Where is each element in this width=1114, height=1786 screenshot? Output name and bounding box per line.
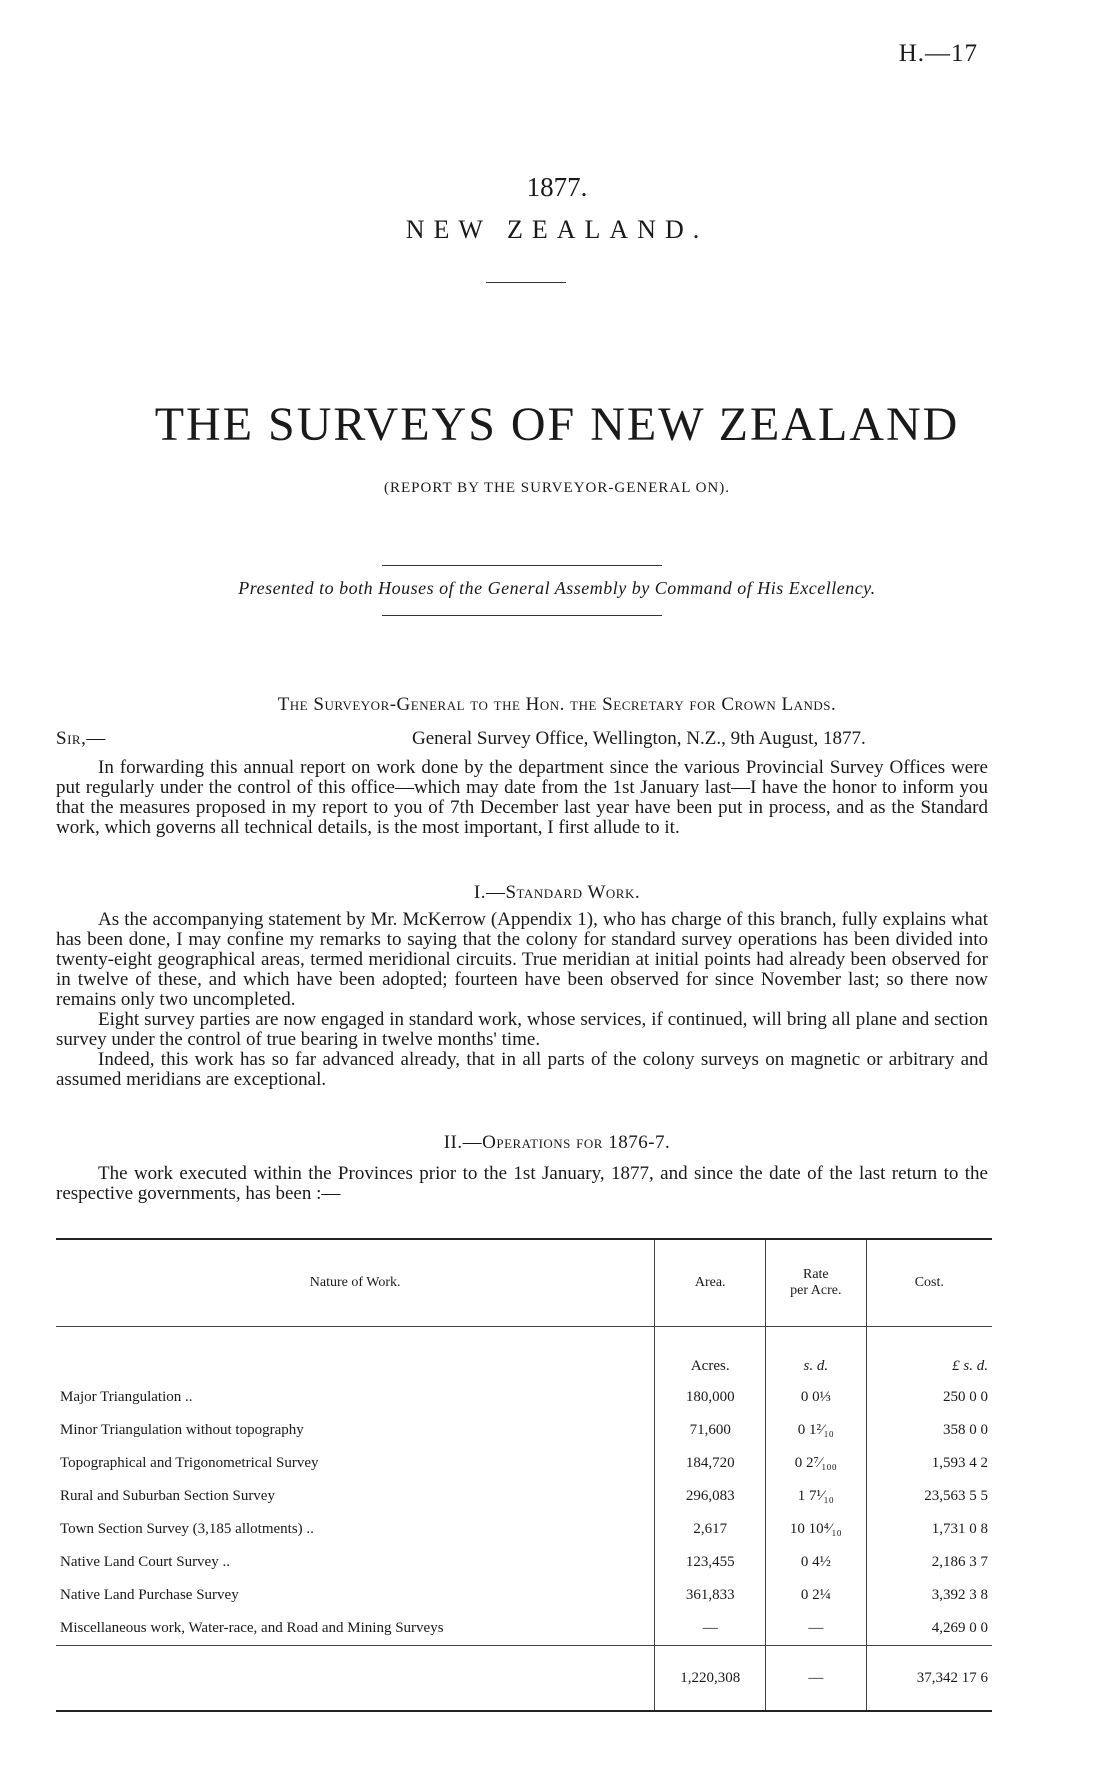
row-rate: 1 7¹⁄₁₀ <box>766 1480 867 1513</box>
divider <box>486 282 566 283</box>
country-heading: NEW ZEALAND. <box>405 215 709 244</box>
intro-text: In forwarding this annual report on work done by the department since the various Provincial Survey Offices were put regularly under the control of this office—which may date from the 1st January last—I have the honor to inform you that the measures proposed in my report to you of 7th December last year have been put in process, and as the Standard work, which governs all technical details, is the most important, I first allude to it. <box>56 757 988 838</box>
row-cost: 1,593 4 2 <box>866 1447 992 1480</box>
operations-intro: The work executed within the Provinces prior to the 1st January, 1877, and since the date of the last return to the respective governments, has been :— <box>56 1163 988 1204</box>
row-nature: Major Triangulation .. <box>60 1389 193 1405</box>
row-area: — <box>655 1612 766 1646</box>
section-heading-operations: II.—Operations for 1876-7. <box>443 1132 671 1153</box>
row-cost: 4,269 0 0 <box>866 1612 992 1646</box>
row-area: 123,455 <box>655 1546 766 1579</box>
row-cost: 1,731 0 8 <box>866 1513 992 1546</box>
header-cost: Cost. <box>866 1239 992 1327</box>
table-row <box>56 1546 992 1579</box>
table-units-row <box>56 1327 992 1382</box>
presented-line: Presented to both Houses of the General Assembly by Command of His Excellency. <box>238 578 876 598</box>
row-rate: 0 1²⁄₁₀ <box>766 1414 867 1447</box>
table-row <box>56 1579 992 1612</box>
table-row <box>56 1447 992 1480</box>
paragraph: As the accompanying statement by Mr. McKerrow (Appendix 1), who has charge of this branch, fully explains what has been done, I may confine my remarks to saying that the colony for standard survey operations has been divided into twenty-eight geographical areas, termed meridional circuits. True meridian at initial points had already been observed for in twelve of these, and which have been adopted; fourteen have been observed for since November last; so there now remains only two uncompleted. <box>56 909 988 1010</box>
document-title: THE SURVEYS OF NEW ZEALAND <box>154 398 960 451</box>
row-nature: Native Land Court Survey .. <box>60 1554 230 1570</box>
dateline: General Survey Office, Wellington, N.Z., 9th August, 1877. <box>412 728 866 749</box>
row-area: 71,600 <box>655 1414 766 1447</box>
row-cost: 2,186 3 7 <box>866 1546 992 1579</box>
units-rate: s. d. <box>766 1327 867 1382</box>
divider <box>382 615 662 616</box>
units-cost: £ s. d. <box>866 1327 992 1382</box>
total-rate: — <box>766 1646 867 1712</box>
row-rate: 0 4½ <box>766 1546 867 1579</box>
section-standard-work-body <box>56 910 988 1090</box>
intro-paragraph <box>56 758 988 838</box>
row-rate: 0 0⅓ <box>766 1381 867 1414</box>
section-heading-standard-work: I.—Standard Work. <box>473 882 641 903</box>
row-rate: 10 10⁴⁄₁₀ <box>766 1513 867 1546</box>
paragraph: Eight survey parties are now engaged in standard work, whose services, if continued, will bring all plane and section survey under the control of true bearing in twelve months' time. <box>56 1009 988 1050</box>
page-reference: H.—17 <box>898 40 978 67</box>
row-nature: Minor Triangulation without topography <box>60 1422 304 1438</box>
row-cost: 23,563 5 5 <box>866 1480 992 1513</box>
units-nature <box>56 1327 655 1382</box>
divider <box>382 565 662 566</box>
total-cost: 37,342 17 6 <box>866 1646 992 1712</box>
table-row <box>56 1480 992 1513</box>
works-table <box>56 1238 992 1712</box>
row-nature: Rural and Suburban Section Survey <box>60 1488 275 1504</box>
header-rate <box>766 1239 867 1327</box>
paragraph: Indeed, this work has so far advanced already, that in all parts of the colony surveys on magnetic or arbitrary and assumed meridians are exceptional. <box>56 1049 988 1090</box>
document-subtitle: (REPORT BY THE SURVEYOR-GENERAL ON). <box>384 480 730 496</box>
table-total-row <box>56 1646 992 1712</box>
row-area: 296,083 <box>655 1480 766 1513</box>
row-nature: Native Land Purchase Survey <box>60 1587 239 1603</box>
total-area: 1,220,308 <box>655 1646 766 1712</box>
report-year: 1877. <box>526 172 588 202</box>
total-label <box>56 1646 655 1712</box>
section-operations-body <box>56 1164 988 1204</box>
header-area: Area. <box>655 1239 766 1327</box>
table-row <box>56 1513 992 1546</box>
row-rate: 0 2¼ <box>766 1579 867 1612</box>
row-area: 361,833 <box>655 1579 766 1612</box>
table-row <box>56 1612 992 1646</box>
header-rate-line1: Rate <box>802 1267 829 1282</box>
row-rate: — <box>766 1612 867 1646</box>
row-nature: Town Section Survey (3,185 allotments) .. <box>60 1521 314 1537</box>
row-cost: 3,392 3 8 <box>866 1579 992 1612</box>
letter-heading: The Surveyor-General to the Hon. the Secretary for Crown Lands. <box>277 694 837 715</box>
table-row <box>56 1414 992 1447</box>
row-area: 2,617 <box>655 1513 766 1546</box>
row-cost: 250 0 0 <box>866 1381 992 1414</box>
table-row <box>56 1381 992 1414</box>
row-rate: 0 2⁷⁄₁₀₀ <box>766 1447 867 1480</box>
row-area: 180,000 <box>655 1381 766 1414</box>
salutation: Sir,— <box>56 728 106 749</box>
header-nature: Nature of Work. <box>56 1239 655 1327</box>
header-rate-line2: per Acre. <box>790 1283 842 1298</box>
row-cost: 358 0 0 <box>866 1414 992 1447</box>
table-header-row <box>56 1239 992 1327</box>
units-area: Acres. <box>655 1327 766 1382</box>
row-nature: Miscellaneous work, Water-race, and Road and Mining Surveys <box>60 1620 444 1636</box>
row-nature: Topographical and Trigonometrical Survey <box>60 1455 319 1471</box>
row-area: 184,720 <box>655 1447 766 1480</box>
